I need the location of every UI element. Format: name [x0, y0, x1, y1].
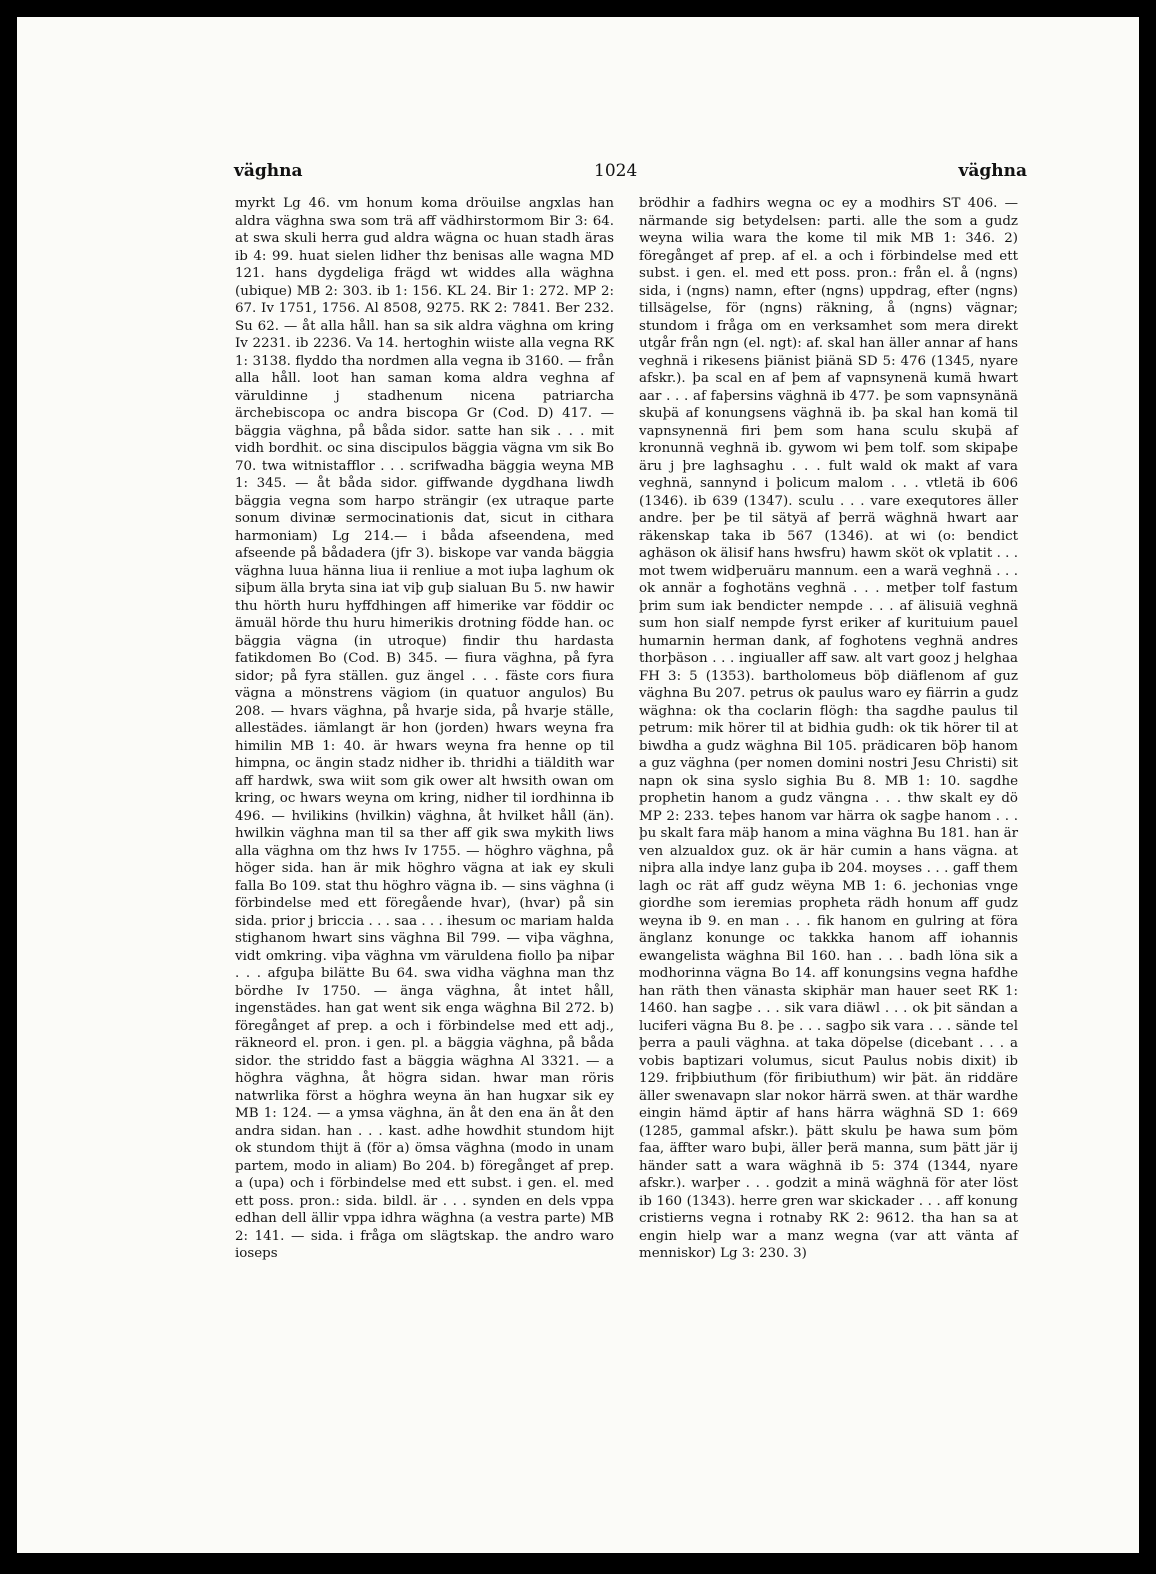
- left-column-text: myrkt Lg 46. vm honum koma dröuilse angxlas han aldra väghna swa som trä aff vädhirstormom Bir 3: 64. at swa skuli herra gud aldra wägna oc huan stadh äras ib 4: 99. huat sielen lidher thz benisas alle wagna MD 121. hans dygdeliga frägd wt widdes alla wäghna (ubique) MB 2: 303. ib 1: 156. KL 24. Bir 1: 272. MP 2: 67. Iv 1751, 1756. Al 8508, 9275. RK 2: 7841. Ber 232. Su 62. — åt alla håll. han sa sik aldra väghna om kring Iv 2231. ib 2236. Va 14. hertoghin wiiste alla vegna RK 1: 3138. flyddo tha nordmen alla vegna ib 3160. — från alla håll. loot han saman koma aldra veghna af väruldinne j stadhenum nicena patriarcha ärchebiscopa oc andra biscopa Gr (Cod. D) 417. — bäggia väghna, på båda sidor. satte han sik . . . mit vidh bordhit. oc sina discipulos bäggia vägna vm sik Bo 70. twa witnistafflor . . . scrifwadha bäggia weyna MB 1: 345. — åt båda sidor. giffwande dygdhana liwdh bäggia vegna som harpo strängir (ex utraque parte sonum divinæ sermocinationis dat, sicut in cithara harmoniam) Lg 214.— i båda afseendena, med afseende på bådadera (jfr 3). biskope var vanda bäggia väghna luua hänna liua ii renliue a mot iuþa laghum ok siþum älla bryta sina iat viþ guþ sialuan Bu 5. nw hawir thu hörth huru hyffdhingen aff himerike var föddir oc ämuäl hörde thu huru himerikis drotning födde han. oc bäggia vägna (in utroque) findir thu hardasta fatikdomen Bo (Cod. B) 345. — fiura väghna, på fyra sidor; på fyra ställen. guz ängel . . . fäste cors fiura vägna a mönstrens vägiom (in quatuor angulos) Bu 208. — hvars väghna, på hvarje sida, på hvarje ställe, allestädes. iämlangt är hon (jorden) hwars weyna fra himilin MB 1: 40. är hwars weyna fra henne op til himpna, oc ängin stadz nidher ib. thridhi a tiäldith war aff hardwk, swa wiit som gik ower alt hwsith owan om kring, oc hwars weyna om kring, nidher til iordhinna ib 496. — hvilikins (hvilkin) väghna, åt hvilket håll (än). hwilkin väghna man til sa ther aff gik swa mykith liws alla väghna om thz hws Iv 1755. — höghro väghna, på höger sida. han är mik höghro vägna at iak ey skuli falla Bo 109. stat thu höghro vägna ib. — sins väghna (i förbindelse med ett föregående hvar), (hvar) på sin sida. prior j briccia . . . saa . . . ihesum oc mariam halda stighanom hwart sins väghna Bil 799. — viþa väghna, vidt omkring. viþa väghna vm väruldena fiollo þa niþar . . . afguþa bilätte Bu 64. swa vidha väghna man thz bördhe Iv 1750. — änga väghna, åt intet håll, ingenstädes. han gat went sik enga wäghna Bil 272. b) föregånget af prep. a och i förbindelse med ett adj., räkneord el. pron. i gen. pl. a bäggia väghna, på båda sidor. the striddo fast a bäggia wäghna Al 3321. — a höghra väghna, åt högra sidan. hwar man röris natwrlika först a höghra weyna än han hugxar sik ey MB 1: 124. — a ymsa väghna, än åt den ena än åt den andra sidan. han . . . kast. adhe howdhit stundom hijt ok stundom thijt ä (för a) ömsa väghna (modo in unam partem, modo in aliam) Bo 204. b) föregånget af prep. a (upa) och i förbindelse med ett subst. i gen. el. med ett poss. pron.: sida. bildl. är . . . synden en dels vppa edhan dell ällir vppa idhra wäghna (a vestra parte) MB 2: 141. — sida. i fråga om slägtskap. the andro waro ioseps: [235, 196, 619, 1261]
- right-column: [639, 195, 1023, 1263]
- page-number: 1024: [594, 161, 638, 181]
- dictionary-page: [17, 17, 1139, 1553]
- header-left-headword: väghna: [234, 161, 303, 181]
- header-right-headword: väghna: [958, 161, 1027, 181]
- left-column: [235, 195, 619, 1263]
- right-column-text: brödhir a fadhirs wegna oc ey a modhirs ST 406. — närmande sig betydelsen: parti. alle the som a gudz weyna wilia wara the kome til mik MB 1: 346. 2) föregånget af prep. af el. a och i förbindelse med ett subst. i gen. el. med ett poss. pron.: från el. å (ngns) sida, i (ngns) namn, efter (ngns) uppdrag, efter (ngns) tillsägelse, för (ngns) räkning, å (ngns) vägnar; stundom i fråga om en verksamhet som mera direkt utgår från ngn (el. ngt): af. skal han äller annar af hans veghnä i rikesens þiänist þiänä SD 5: 476 (1345, nyare afskr.). þa scal en af þem af vapnsynenä kumä hwart aar . . . af faþersins väghnä ib 477. þe som vapnsynänä skuþä af konungsens väghnä ib. þa skal han komä til vapnsynennä firi þem som hana sculu skuþä af kronunnä veghnä ib. gywom wi þem tolf. som skipaþe äru j þre laghsaghu . . . fult wald ok makt af vara veghnä, sannynd i þolicum malom . . . vtletä ib 606 (1346). ib 639 (1347). sculu . . . vare exequtores äller andre. þer þe til sätyä af þerrä wäghnä hwart aar räkenskap taka ib 567 (1346). at wi (o: bendict aghäson ok älisif hans hwsfru) hawm sköt ok vplatit . . . mot twem widþeruäru mannum. een a warä veghnä . . . ok annär a foghotäns veghnä . . . metþer tolf fastum þrim sum iak bendicter nempde . . . af älisuiä veghnä sum hon sialf nempde fyrst eriker af kurituium pauel humarnin herman dank, af foghotens veghnä andres thorþäson . . . ingiualler aff saw. alt vart gooz j helghaa FH 3: 5 (1353). bartholomeus böþ diäflenom af guz väghna Bu 207. petrus ok paulus waro ey fiärrin a gudz wäghna: ok tha coclarin flögh: tha sagdhe paulus til petrum: mik hörer til at bidhia gudh: ok tik hörer til at biwdha a gudz wäghna Bil 105. prädicaren böþ hanom a guz väghna (per nomen domini nostri Jesu Christi) sit napn ok sina syslo sighia Bu 8. MB 1: 10. sagdhe prophetin hanom a gudz vängna . . . thw skalt ey dö MP 2: 233. teþes hanom var härra ok sagþe hanom . . . þu skalt fara mäþ hanom a mina väghna Bu 181. han är ven alzualdox guz. ok är här cumin a hans vägna. at niþra alla indye lanz guþa ib 204. moyses . . . gaff them lagh oc rät aff gudz wëyna MB 1: 6. jechonias vnge giordhe som ieremias propheta rädh honum aff gudz weyna ib 9. en man . . . fik hanom en gulring at föra änglanz konunge oc takkka hanom aff iohannis ewangelista wäghna Bil 160. han . . . badh löna sik a modhorinna vägna Bo 14. aff konungsins vegna hafdhe han räth then vänasta skiphär man hauer seet RK 1: 1460. han sagþe . . . sik vara diäwl . . . ok þit sändan a luciferi vägna Bu 8. þe . . . sagþo sik vara . . . sände tel þerra a pauli väghna. at taka döpelse (dicebant . . . a vobis baptizari volumus, sicut Paulus nobis dixit) ib 129. friþbiuthum (för firibiuthum) wir þät. än riddäre äller swenavapn slar nokor härrä swen. at thär wardhe eingin hämd äptir af hans härra wäghnä SD 1: 669 (1285, gammal afskr.). þätt skulu þe hawa sum þöm faa, äffter waro buþi, äller þerä manna, sum þätt jär ij händer satt a wara wäghnä ib 5: 374 (1344, nyare afskr.). warþer . . . godzit a minä wäghnä för ater löst ib 160 (1343). herre gren war skickader . . . aff konung cristierns vegna i rotnaby RK 2: 9612. tha han sa at engin hielp war a manz wegna (var att vänta af menniskor) Lg 3: 230. 3): [639, 196, 1023, 1261]
- page-header: [234, 161, 1027, 187]
